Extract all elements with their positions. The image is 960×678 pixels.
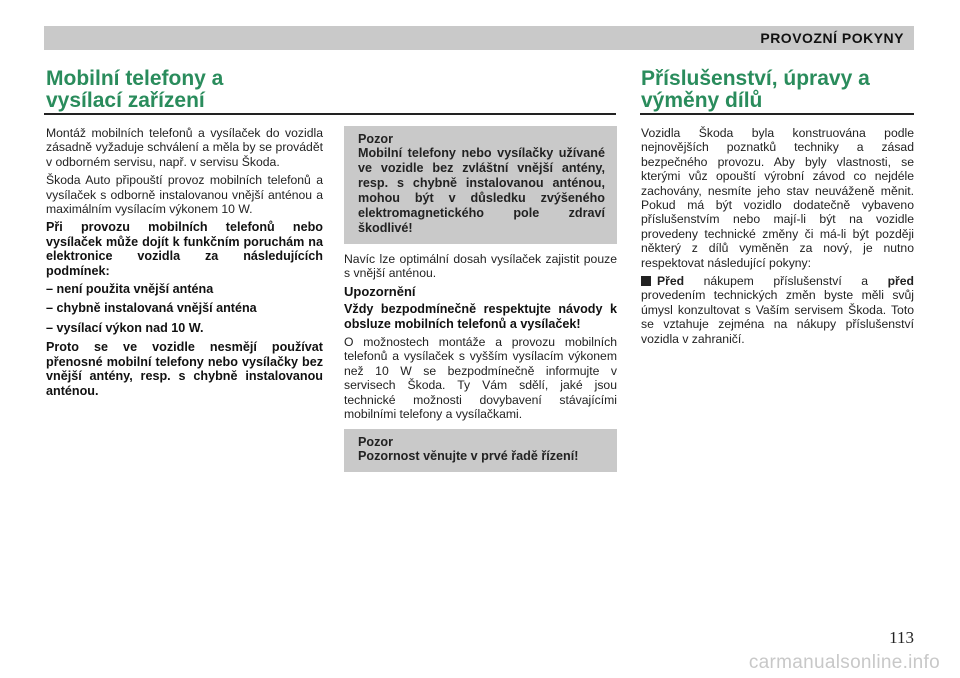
left-heading-rule bbox=[44, 113, 616, 115]
bullet-text-rest: provedením technických změn byste měli svůj úmysl konzultovat s Vaším servisem Škoda. Toto se vztahuje zejména na nákupy příslušenství vozidla v zahraničí. bbox=[641, 288, 914, 346]
condition-item: – není použita vnější anténa bbox=[46, 282, 214, 297]
bullet-bold-lead: Před bbox=[657, 274, 685, 289]
right-column bbox=[641, 126, 914, 350]
warning-box-1 bbox=[344, 126, 617, 244]
left-column bbox=[46, 126, 323, 402]
right-heading-rule bbox=[640, 113, 914, 115]
warning-label: Pozor bbox=[358, 132, 393, 146]
right-para-1: Vozidla Škoda byla konstruována podle nejnovějších poznatků techniky a zásad bezpečného provozu. Aby byly vlastnosti, se kterými vůz opouští výrobní závod co nejdéle zachovány, nesmíte jeho stav neuváženě měnit. Pokud má být vozidlo dodatečně vybaveno příslušenstvím nebo mají-li být na vozidle provedeny technické změny či má-li být později některý z dílů vyměněn za nový, je nutno respektovat následující pokyny: bbox=[641, 126, 914, 270]
left-heading-line2: vysílací zařízení bbox=[46, 89, 205, 112]
left-bold-intro: Při provozu mobilních telefonů nebo vysílaček může dojít k funkčním poruchám na elektronice vozidla za následujících podmínek: bbox=[46, 220, 323, 278]
section-title: PROVOZNÍ POKYNY bbox=[760, 30, 904, 46]
right-bullet-para bbox=[641, 274, 914, 346]
warning-text: Pozornost věnujte v prvé řadě řízení! bbox=[358, 449, 579, 464]
watermark: carmanualsonline.info bbox=[748, 652, 940, 673]
condition-item: – chybně instalovaná vnější anténa bbox=[46, 301, 257, 316]
warning-text: Mobilní telefony nebo vysílačky užívané ve vozidle bez zvláštní vnější antény, resp. s chybně instalovanou anténou, mohou být v důsledku zvýšeného elektromagnetického pole zdraví škodlivé! bbox=[358, 146, 605, 235]
right-heading bbox=[641, 68, 870, 112]
note-label: Upozornění bbox=[344, 283, 416, 299]
header-band bbox=[44, 26, 914, 50]
left-bold-outro: Proto se ve vozidle nesmějí používat přenosné mobilní telefony nebo vysílačky bez vnější antény, resp. s chybně instalovanou anténou. bbox=[46, 340, 323, 398]
left-para-2: Škoda Auto připouští provoz mobilních telefonů a vysílaček s odborně instalovanou vnější anténou a maximálním vysílacím výkonem 10 W. bbox=[46, 173, 323, 217]
middle-column bbox=[344, 126, 617, 480]
square-bullet-icon bbox=[641, 276, 651, 286]
left-heading-line1: Mobilní telefony a bbox=[46, 67, 224, 90]
note-text: Vždy bezpodmínečně respektujte návody k obsluze mobilních telefonů a vysílaček! bbox=[344, 302, 617, 331]
conditions-list bbox=[46, 282, 323, 335]
condition-item: – vysílací výkon nad 10 W. bbox=[46, 320, 204, 335]
middle-para-2: O možnostech montáže a provozu mobilních telefonů a vysílaček s vyšším vysílacím výkonem než 10 W se bezpodmínečně informujte v servisech Škoda. Ty Vám sdělí, jaké jsou technické možnosti dovybavení stávajícími mobilními telefony a vysílačkami. bbox=[344, 335, 617, 422]
bullet-bold-second: před bbox=[887, 274, 914, 289]
right-heading-line1: Příslušenství, úpravy a bbox=[641, 67, 870, 90]
left-para-1: Montáž mobilních telefonů a vysílaček do vozidla zásadně vyžaduje schválení a měla by se provádět v odborném servisu, např. v servisu Škoda. bbox=[46, 126, 323, 169]
warning-label: Pozor bbox=[358, 435, 393, 450]
bullet-text-mid: nákupem příslušenství a bbox=[684, 274, 888, 289]
right-heading-line2: výměny dílů bbox=[641, 89, 763, 112]
left-heading bbox=[46, 68, 223, 112]
warning-box-2 bbox=[344, 429, 617, 472]
page-number: 113 bbox=[889, 628, 914, 647]
middle-para-1: Navíc lze optimální dosah vysílaček zajistit pouze s vnější anténou. bbox=[344, 252, 617, 281]
